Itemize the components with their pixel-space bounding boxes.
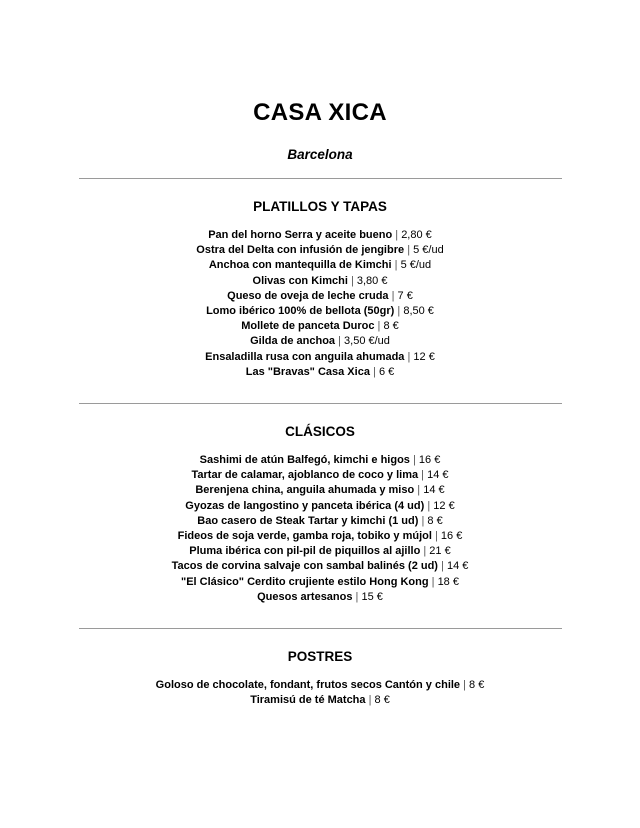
item-price: 16 € — [418, 454, 441, 466]
section-items-postres — [0, 678, 640, 708]
menu-item — [0, 678, 640, 693]
menu-item — [0, 559, 640, 574]
item-name: Tartar de calamar, ajoblanco de coco y lima — [191, 469, 419, 482]
item-price: 12 € — [433, 499, 455, 512]
price-separator: | — [373, 365, 376, 378]
menu-item — [0, 514, 640, 529]
item-price: 14 € — [423, 484, 445, 497]
section-items-platillos — [0, 228, 640, 380]
item-price: 6 € — [378, 365, 395, 378]
item-name: Mollete de panceta Duroc — [241, 320, 375, 333]
item-name: Pluma ibérica con pil-pil de piquillos al ajillo — [189, 545, 421, 558]
item-name: Ensaladilla rusa con anguila ahumada — [205, 350, 405, 363]
item-price: 3,50 €/ud — [344, 335, 390, 348]
item-name: Bao casero de Steak Tartar y kimchi (1 ud) — [197, 514, 419, 527]
item-name: Pan del horno Serra y aceite bueno — [208, 229, 393, 241]
menu-item — [0, 350, 640, 365]
item-name: Gilda de anchoa — [250, 335, 336, 348]
restaurant-name: CASA XICA — [253, 99, 387, 126]
price-separator: | — [395, 229, 399, 241]
price-separator: | — [435, 529, 438, 542]
item-price: 8,50 € — [403, 304, 434, 317]
price-separator: | — [377, 320, 381, 333]
item-price: 12 € — [413, 350, 435, 363]
menu-item — [0, 468, 640, 483]
menu-item — [0, 365, 640, 380]
item-name: Queso de oveja de leche cruda — [227, 289, 389, 302]
price-separator: | — [397, 304, 401, 317]
item-price: 7 € — [397, 289, 413, 302]
menu-item — [0, 304, 640, 319]
item-name: Quesos artesanos — [257, 590, 353, 603]
divider — [79, 628, 562, 629]
item-price: 8 € — [383, 320, 399, 333]
menu-item — [0, 334, 640, 349]
item-name: Las "Bravas" Casa Xica — [245, 365, 370, 378]
price-separator: | — [407, 350, 411, 363]
item-price: 14 € — [446, 560, 469, 573]
menu-item — [0, 289, 640, 304]
item-price: 15 € — [361, 590, 383, 603]
item-name: Lomo ibérico 100% de bellota (50gr) — [206, 304, 395, 317]
price-separator: | — [407, 244, 411, 257]
menu-item — [0, 544, 640, 559]
menu-item — [0, 453, 640, 468]
restaurant-city: Barcelona — [287, 147, 353, 162]
price-separator: | — [463, 679, 466, 691]
item-price: 18 € — [437, 575, 459, 588]
menu-item — [0, 243, 640, 258]
menu-item — [0, 693, 640, 708]
section-title-platillos: PLATILLOS Y TAPAS — [253, 199, 387, 214]
item-name: "El Clásico" Cerdito crujiente estilo Hong Kong — [181, 575, 429, 588]
divider — [79, 403, 562, 404]
menu-item — [0, 575, 640, 590]
price-separator: | — [441, 560, 444, 573]
item-name: Ostra del Delta con infusión de jengibre — [196, 244, 405, 257]
menu-item — [0, 483, 640, 498]
item-name: Goloso de chocolate, fondant, frutos secos Cantón y chile — [155, 679, 461, 691]
price-separator: | — [413, 454, 416, 466]
price-separator: | — [423, 545, 427, 558]
item-price: 5 €/ud — [413, 244, 444, 257]
price-separator: | — [391, 289, 395, 302]
menu-item — [0, 529, 640, 544]
item-price: 8 € — [374, 694, 390, 707]
item-price: 3,80 € — [356, 274, 388, 287]
price-separator: | — [431, 575, 435, 588]
menu-item — [0, 319, 640, 334]
divider — [79, 178, 562, 179]
section-title-clasicos: CLÁSICOS — [285, 424, 355, 439]
menu-item — [0, 258, 640, 273]
price-separator: | — [350, 274, 354, 287]
item-price: 8 € — [469, 679, 485, 691]
price-separator: | — [355, 590, 359, 603]
item-name: Olivas con Kimchi — [252, 274, 348, 287]
price-separator: | — [421, 469, 425, 482]
menu-item — [0, 274, 640, 289]
item-name: Anchoa con mantequilla de Kimchi — [208, 259, 392, 272]
item-price: 21 € — [429, 545, 451, 558]
price-separator: | — [427, 499, 431, 512]
price-separator: | — [417, 484, 421, 497]
price-separator: | — [421, 514, 425, 527]
menu-item — [0, 228, 640, 243]
item-price: 8 € — [427, 514, 443, 527]
item-price: 2,80 € — [401, 229, 432, 241]
menu-item — [0, 590, 640, 605]
section-title-postres: POSTRES — [287, 649, 353, 664]
price-separator: | — [394, 259, 398, 272]
item-name: Berenjena china, anguila ahumada y miso — [195, 484, 415, 497]
section-items-clasicos — [0, 453, 640, 605]
item-price: 16 € — [440, 529, 463, 542]
item-name: Tiramisú de té Matcha — [250, 694, 366, 707]
item-name: Fideos de soja verde, gamba roja, tobiko y mújol — [177, 529, 432, 542]
item-name: Gyozas de langostino y panceta ibérica (4 ud) — [185, 499, 425, 512]
price-separator: | — [368, 694, 372, 707]
price-separator: | — [338, 335, 341, 348]
item-price: 14 € — [427, 469, 449, 482]
item-name: Sashimi de atún Balfegó, kimchi e higos — [199, 454, 410, 466]
menu-item — [0, 499, 640, 514]
item-name: Tacos de corvina salvaje con sambal balinés (2 ud) — [171, 560, 438, 573]
item-price: 5 €/ud — [400, 259, 432, 272]
